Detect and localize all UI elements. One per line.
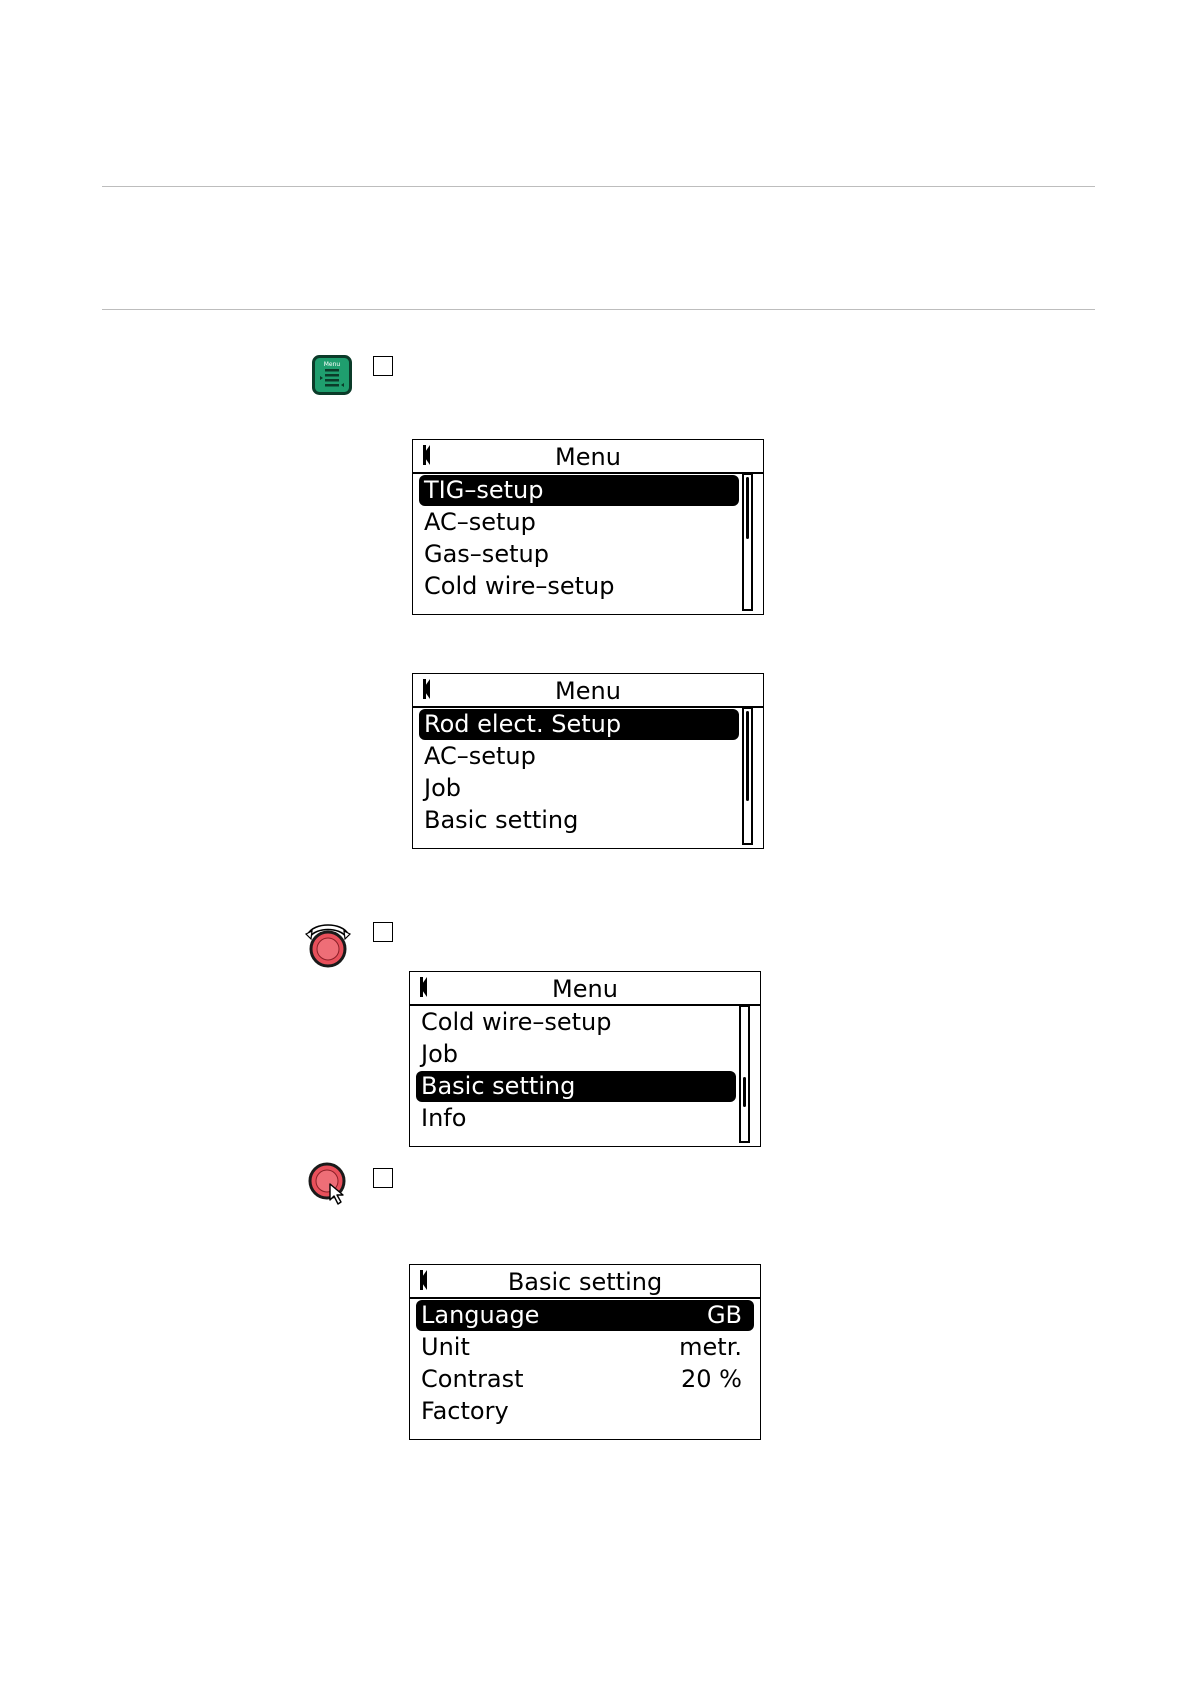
step-2-checkbox[interactable]: [373, 922, 393, 942]
setting-label: Unit: [421, 1333, 470, 1361]
display-screen-menu-3: [409, 971, 761, 1147]
menu-item-selected[interactable]: [419, 709, 739, 740]
top-rule: [102, 186, 1095, 187]
menu-item[interactable]: [416, 1007, 716, 1038]
screen-header: [413, 440, 763, 474]
step-3-checkbox[interactable]: [373, 1168, 393, 1188]
step-1-checkbox[interactable]: [373, 356, 393, 376]
adjusting-dial-press-icon: [306, 1160, 354, 1208]
menu-item[interactable]: [419, 571, 719, 602]
scrollbar[interactable]: [742, 473, 753, 611]
display-screen-basic-setting: [409, 1264, 761, 1440]
menu-item-label: Basic setting: [424, 806, 579, 834]
screen-header: [410, 972, 760, 1006]
setting-row[interactable]: [416, 1396, 754, 1427]
setting-label: Contrast: [421, 1365, 524, 1393]
menu-item[interactable]: [416, 1103, 716, 1134]
menu-item[interactable]: [419, 773, 719, 804]
menu-button-label: Menu: [323, 361, 341, 368]
menu-button-icon: [312, 355, 352, 395]
menu-item[interactable]: [419, 805, 719, 836]
scrollbar[interactable]: [739, 1005, 750, 1143]
menu-item-label: Cold wire–setup: [424, 572, 615, 600]
scrollbar-thumb[interactable]: [746, 477, 749, 539]
menu-item[interactable]: [419, 539, 719, 570]
screen-title: Menu: [555, 443, 621, 471]
menu-item[interactable]: [416, 1039, 716, 1070]
screen-header: [410, 1265, 760, 1299]
screen-title: Basic setting: [507, 1268, 663, 1296]
screen-title: Menu: [552, 975, 618, 1003]
menu-item-label: AC–setup: [424, 742, 536, 770]
menu-item-selected[interactable]: [419, 475, 739, 506]
menu-item-label: AC–setup: [424, 508, 536, 536]
menu-item[interactable]: [419, 741, 719, 772]
setting-row[interactable]: [416, 1332, 754, 1363]
menu-item-label: Job: [424, 774, 461, 802]
scrollbar-thumb[interactable]: [743, 1077, 746, 1107]
scrollbar[interactable]: [742, 707, 753, 845]
menu-item-selected[interactable]: [416, 1071, 736, 1102]
setting-value: 20 %: [681, 1365, 742, 1393]
menu-item[interactable]: [419, 507, 719, 538]
menu-item-label: TIG–setup: [424, 476, 544, 504]
section-rule: [102, 309, 1095, 310]
menu-item-label: Basic setting: [421, 1072, 576, 1100]
setting-row-selected[interactable]: [416, 1300, 754, 1331]
menu-item-label: Info: [421, 1104, 467, 1132]
adjusting-dial-turn-icon: [304, 920, 352, 968]
setting-value: GB: [706, 1301, 742, 1329]
screen-header: [413, 674, 763, 708]
menu-item-label: Gas–setup: [424, 540, 549, 568]
screen-title: Menu: [555, 677, 621, 705]
setting-value: metr.: [679, 1333, 742, 1361]
menu-item-label: Cold wire–setup: [421, 1008, 612, 1036]
setting-row[interactable]: [416, 1364, 754, 1395]
setting-label: Language: [421, 1301, 540, 1329]
display-screen-menu-2: [412, 673, 764, 849]
display-screen-menu-1: [412, 439, 764, 615]
scrollbar-thumb[interactable]: [746, 711, 749, 801]
setting-label: Factory: [421, 1397, 509, 1425]
menu-item-label: Job: [421, 1040, 458, 1068]
menu-item-label: Rod elect. Setup: [424, 710, 622, 738]
